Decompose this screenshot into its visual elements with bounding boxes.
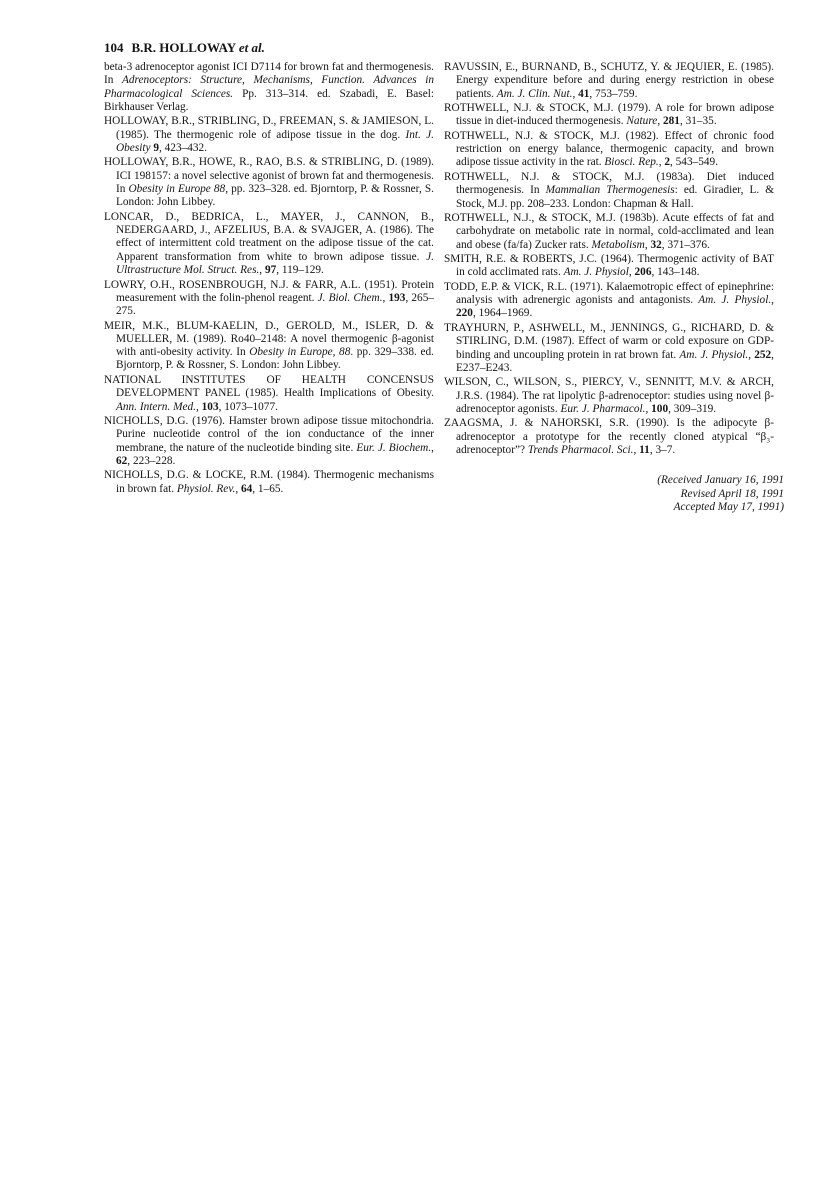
page-number: 104	[104, 40, 124, 55]
reference-source: Eur. J. Pharmacol.	[560, 402, 646, 415]
reference-source: Physiol. Rev.	[176, 482, 236, 495]
reference-entry	[104, 320, 434, 373]
reference-volume: 64	[240, 482, 253, 495]
reference-volume: 206	[634, 266, 652, 279]
reference-source: Metabolism	[591, 238, 645, 251]
reference-source: Mammalian Thermogenesis	[545, 184, 675, 197]
reference-volume: 32	[650, 238, 662, 251]
reference-entry	[104, 469, 434, 496]
reference-text: LONCAR, D., BEDRICA, L., MAYER, J., CANNON, B., NEDERGAARD, J., AFZELIUS, B.A. & SVAJGER, A. (1986). The effect of intermittent cold treatment on the adipose tissue of the cat. Apparent transformation from white to brown adipose tissue.	[104, 210, 434, 263]
reference-text: , 1–65.	[252, 482, 284, 495]
reference-text: , 223–228.	[127, 454, 176, 467]
reference-source: Am. J. Physiol.	[679, 348, 749, 361]
reference-text: Pp. 313–314. ed. Szabadi, E. Basel: Birkhauser Verlag.	[104, 87, 434, 113]
reference-text: , pp. 323–328. ed. Bjorntorp, P. & Rossner, S. London: John Libbey.	[116, 183, 434, 209]
reference-text: , E237–E243.	[456, 348, 774, 374]
reference-text: beta-3 adrenoceptor agonist ICI D7114 for brown fat and thermogenesis. In	[104, 61, 434, 87]
reference-volume: 103	[201, 400, 219, 413]
reference-source: Obesity in Europe 88	[128, 183, 226, 196]
reference-entry	[444, 61, 774, 101]
reference-text: , 31–35.	[679, 115, 717, 128]
reference-text: MEIR, M.K., BLUM-KAELIN, D., GEROLD, M., ISLER, D. & MUELLER, M. (1989). Ro40–2148: A novel thermogenic β-agonist with anti-obesity activity. In	[104, 319, 434, 359]
reference-text: ,	[628, 266, 635, 279]
reference-text: WILSON, C., WILSON, S., PIERCY, V., SENNITT, M.V. & ARCH, J.R.S. (1984). The rat lipolytic β-adrenoceptor: studies using novel β-adrenoceptor agonists.	[444, 376, 774, 415]
reference-entry	[444, 281, 774, 321]
reference-text: ,	[748, 348, 755, 361]
reference-entry	[444, 417, 774, 457]
reference-text: , 753–759.	[589, 87, 638, 100]
reference-text: ,	[657, 115, 663, 128]
reference-text: , 265–275.	[116, 291, 434, 318]
reference-text: , 3–7.	[649, 444, 676, 456]
reference-text: , 143–148.	[651, 266, 700, 279]
reference-volume: 193	[388, 291, 406, 304]
reference-volume: 41	[578, 87, 590, 100]
header-authors: B.R. HOLLOWAY	[131, 40, 236, 55]
reference-entry	[444, 171, 774, 211]
reference-text: , 371–376.	[661, 238, 710, 251]
reference-column-left	[104, 61, 434, 497]
reference-text: ,	[431, 441, 434, 454]
date-accepted: Accepted May 17, 1991)	[673, 501, 784, 513]
reference-source: Biosci. Rep.	[604, 156, 659, 169]
reference-text: ROTHWELL, N.J., & STOCK, M.J. (1983b). Acute effects of fat and carbohydrate on metabolic rate in normal, cold-acclimated and lean and obese (fa/fa) Zucker rats.	[444, 212, 774, 251]
reference-source: Int. J. Obesity	[116, 128, 434, 154]
reference-text: ,	[259, 264, 265, 277]
date-received: (Received January 16, 1991	[657, 474, 784, 486]
reference-volume: 252	[754, 348, 772, 361]
reference-entry	[104, 156, 434, 209]
reference-text: TODD, E.P. & VICK, R.L. (1971). Kalaemotropic effect of epinephrine: analysis with adrenergic agonists and antagonists.	[444, 280, 774, 307]
reference-source: Obesity in Europe, 88	[249, 346, 351, 359]
reference-text: ,	[382, 291, 389, 304]
reference-text: NICHOLLS, D.G. (1976). Hamster brown adipose tissue mitochondria. Purine nucleotide control of the ion conductance of the inner membrane, the nature of the nucleotide binding site.	[104, 415, 434, 454]
reference-text: ROTHWELL, N.J. & STOCK, M.J. (1979). A role for brown adipose tissue in diet-induced thermogenesis.	[444, 102, 774, 128]
reference-text: NICHOLLS, D.G. & LOCKE, R.M. (1984). Thermogenic mechanisms in brown fat.	[104, 469, 434, 495]
reference-text: ,	[771, 294, 774, 307]
reference-entry	[104, 115, 434, 155]
reference-entry	[104, 374, 434, 414]
reference-entry	[444, 102, 774, 129]
reference-text: ROTHWELL, N.J. & STOCK, M.J. (1983a). Diet induced thermogenesis. In	[444, 170, 774, 197]
reference-volume: 100	[651, 402, 669, 415]
reference-text: , 119–129.	[276, 264, 324, 277]
manuscript-dates	[454, 474, 784, 515]
reference-entry	[104, 61, 434, 114]
reference-source: J. Biol. Chem.	[317, 291, 383, 304]
reference-volume: 2	[664, 156, 670, 169]
reference-entry	[444, 212, 774, 252]
reference-volume: 97	[264, 264, 277, 277]
reference-text: HOLLOWAY, B.R., HOWE, R., RAO, B.S. & STRIBLING, D. (1989). ICI 198157: a novel selective agonist of brown fat and thermogenesis. In	[104, 156, 434, 196]
reference-text: ,	[196, 400, 202, 413]
reference-source: Trends Pharmacol. Sci.	[527, 444, 634, 456]
reference-text: LOWRY, O.H., ROSENBROUGH, N.J. & FARR, A.L. (1951). Protein measurement with the folin-phenol reagent.	[104, 278, 434, 304]
reference-source: J. Ultrastructure Mol. Struct. Res.	[116, 250, 434, 277]
reference-text: ,	[658, 156, 665, 169]
header-etal: et al.	[238, 40, 265, 55]
reference-source: Adrenoceptors: Structure, Mechanisms, Function. Advances in Pharmacological Sciences.	[104, 74, 434, 100]
reference-source: Am. J. Physiol.	[698, 294, 772, 307]
reference-column-right	[444, 61, 774, 458]
reference-source: Am. J. Clin. Nut.	[496, 87, 573, 100]
reference-text: ZAAGSMA, J. & NAHORSKI, S.R. (1990). Is the adipocyte β-adrenoceptor a prototype for the recently cloned atypical “β₃-adrenoceptor”?	[444, 417, 774, 456]
reference-source: Nature	[626, 115, 658, 128]
reference-text: ,	[645, 402, 652, 415]
reference-text: , 423–432.	[159, 141, 208, 154]
reference-entry	[444, 322, 774, 375]
reference-text: , 1073–1077.	[218, 400, 278, 413]
reference-entry	[444, 253, 774, 280]
reference-text: ROTHWELL, N.J. & STOCK, M.J. (1982). Effect of chronic food restriction on energy balance, thermogenic capacity, and brown adipose tissue activity in the rat.	[444, 129, 774, 169]
reference-text: : ed. Giradier, L. & Stock, M.J. pp. 208–233. London: Chapman & Hall.	[456, 184, 775, 210]
reference-volume: 220	[456, 307, 473, 320]
reference-source: Ann. Intern. Med.	[116, 400, 196, 413]
reference-volume: 281	[662, 115, 680, 128]
reference-text: NATIONAL INSTITUTES OF HEALTH CONCENSUS DEVELOPMENT PANEL (1985). Health Implications of Obesity.	[104, 373, 434, 400]
reference-volume: 11	[639, 444, 650, 456]
reference-entry	[104, 279, 434, 319]
reference-text: ,	[644, 238, 651, 251]
reference-text: SMITH, R.E. & ROBERTS, J.C. (1964). Thermogenic activity of BAT in cold acclimated rats.	[444, 253, 774, 279]
reference-entry	[444, 376, 774, 416]
reference-volume: 9	[153, 141, 159, 154]
running-header	[104, 40, 265, 56]
reference-entry	[104, 211, 434, 277]
reference-source: Am. J. Physiol	[563, 266, 629, 279]
reference-source: Eur. J. Biochem.	[356, 441, 432, 454]
reference-text: , 309–319.	[668, 402, 717, 415]
reference-text: ,	[235, 482, 241, 495]
reference-text: ,	[572, 87, 579, 100]
reference-text: TRAYHURN, P., ASHWELL, M., JENNINGS, G., RICHARD, D. & STIRLING, D.M. (1987). Effect of warm or cold exposure on GDP-binding and uncoupling protein in rat brown fat.	[444, 321, 774, 361]
date-revised: Revised April 18, 1991	[680, 487, 784, 500]
reference-entry	[444, 130, 774, 170]
reference-volume: 62	[116, 454, 128, 467]
reference-text: , 543–549.	[670, 156, 719, 169]
reference-text: RAVUSSIN, E., BURNAND, B., SCHUTZ, Y. & JEQUIER, E. (1985). Energy expenditure before and during energy restriction in obese patients.	[444, 61, 774, 100]
reference-text: HOLLOWAY, B.R., STRIBLING, D., FREEMAN, S. & JAMIESON, L. (1985). The thermogenic role of adipose tissue in the dog.	[104, 115, 434, 141]
reference-text: . pp. 329–338. ed. Bjorntorp, P. & Rossner, S. London: John Libbey.	[116, 346, 434, 372]
reference-text: , 1964–1969.	[472, 307, 533, 320]
reference-entry	[104, 415, 434, 468]
reference-text: ,	[633, 444, 640, 456]
